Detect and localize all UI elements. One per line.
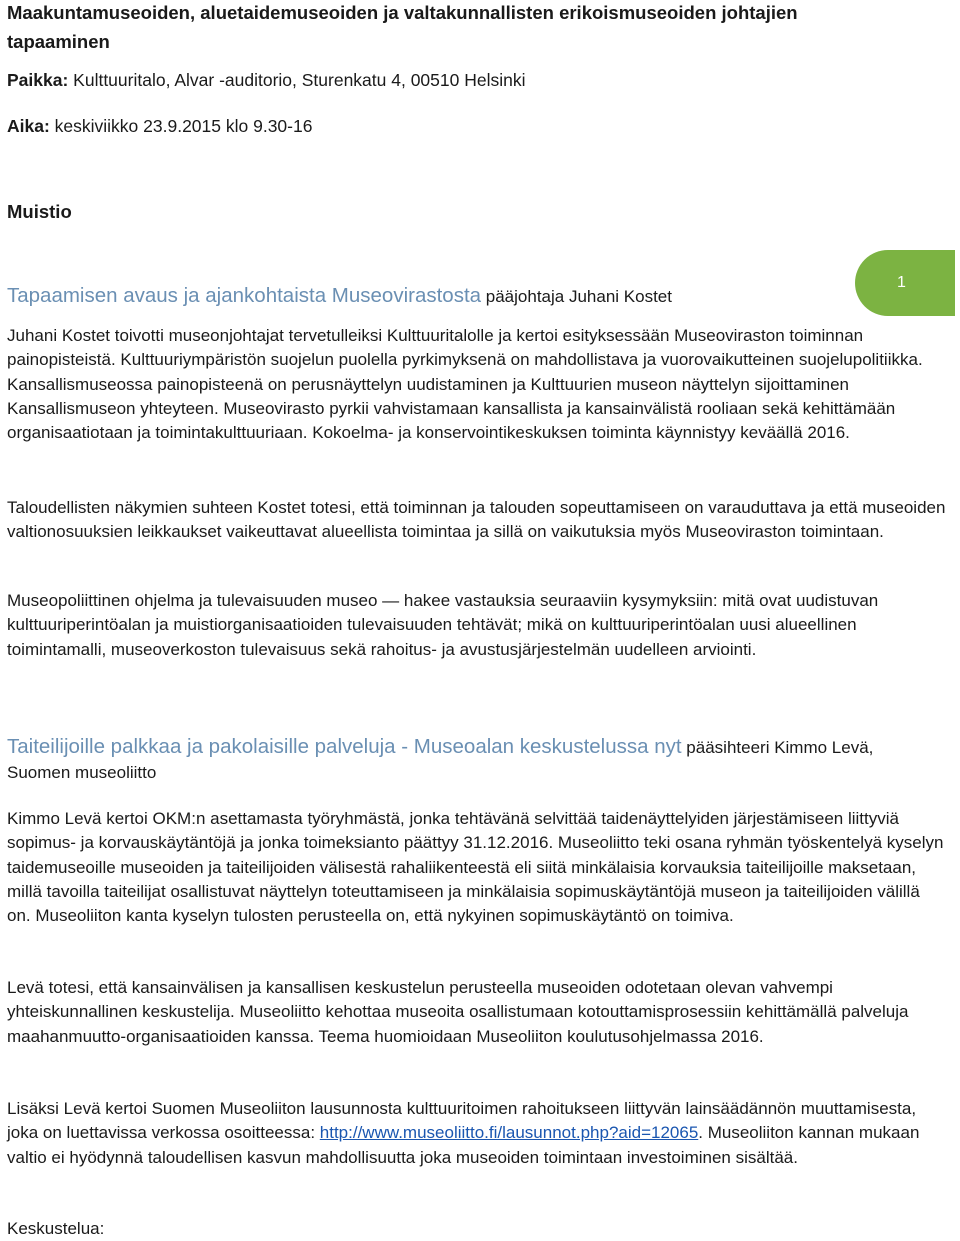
document-title: Maakuntamuseoiden, aluetaidemuseoiden ja valtakunnallisten erikoismuseoiden johtajien tapaaminen [7, 2, 798, 52]
section2-heading [7, 734, 907, 785]
section2-paragraph-3-text: Lisäksi Levä kertoi Suomen Museoliiton lausunnosta kulttuuritoimen rahoitukseen liittyvän lainsäädännön muuttamisesta, joka on luettavissa verkossa osoitteessa: [7, 1099, 917, 1143]
section1-paragraph-2: Taloudellisten näkymien suhteen Kostet totesi, että toiminnan ja talouden sopeuttamiseen on varauduttava ja että museoiden valtionosuuksien leikkaukset vaikeuttavat alueellista toimintaa ja sillä on vaikutuksia myös Museoviraston toimintaan. [7, 498, 946, 542]
section2-heading-title: Taiteilijoille palkkaa ja pakolaisille palveluja - Museoalan keskustelussa nyt [7, 735, 682, 758]
memo-heading: Muistio [7, 201, 72, 222]
place-label: Paikka: [7, 70, 69, 90]
place-line [7, 68, 526, 92]
discussion-heading: Keskustelua: [7, 1219, 105, 1238]
section1-paragraph-3: Museopoliittinen ohjelma ja tulevaisuuden museo — hakee vastauksia seuraaviin kysymyksiin: mitä ovat uudistuvan kulttuuriperintöalan ja muistiorganisaatioiden tulevaisuuden tehtävät; mikä on kulttuuriperintöalan uusi alueellinen toimintamalli, museoverkoston tulevaisuus sekä rahoitus- ja avustusjärjestelmän uudelleen arviointi. [7, 591, 879, 659]
page-number: 1 [897, 274, 906, 291]
section2-paragraph-2: Levä totesi, että kansainvälisen ja kansallisen keskustelun perusteella museoiden odotetaan olevan vahvempi yhteiskunnallinen keskustelija. Museoliitto kehottaa museoita osallistumaan kotouttamisprosessiin kehittämällä palveluja maahanmuutto-organisaatioiden kanssa. Teema huomioidaan Museoliiton koulutusohjelmassa 2016. [7, 978, 909, 1046]
time-line [7, 114, 312, 138]
time-value: keskiviikko 23.9.2015 klo 9.30-16 [49, 116, 313, 136]
section2-heading-speaker: pääsihteeri Kimmo Levä, Suomen museoliitto [7, 738, 874, 782]
place-value: Kulttuuritalo, Alvar -auditorio, Sturenkatu 4, 00510 Helsinki [68, 70, 526, 90]
section2-paragraph-3 [7, 1097, 947, 1170]
section1-heading-speaker: pääjohtaja Juhani Kostet [481, 287, 672, 306]
section2-paragraph-1: Kimmo Levä kertoi OKM:n asettamasta työryhmästä, jonka tehtävänä selvittää taidenäyttelyiden järjestämiseen liittyviä sopimus- ja korvauskäytäntöjä ja jonka toimeksianto päättyy 31.12.2016. Museoliitto teki osana ryhmän työskentelyä kyselyn taidemuseoille museoiden ja taiteilijoiden välisestä rahaliikenteestä eli siitä minkälaisia korvauksia taiteilijoille maksetaan, millä tavoilla taiteilijat osallistuvat näyttelyn toteuttamiseen ja minkälaisia sopimuskäytäntöjä museon ja taiteilijoiden välillä on. Museoliiton kanta kyselyn tulosten perusteella on, että nykyinen sopimuskäytäntö on toimiva. [7, 809, 944, 926]
section1-heading [7, 283, 907, 309]
section2-paragraph-3-tail: . Museoliiton kannan mukaan valtio ei hyödynnä taloudellisen kasvun mahdollisuutta joka museoiden toimintaan investoiminen sisältää. [7, 1123, 920, 1167]
time-label: Aika: [7, 116, 50, 136]
section1-paragraph-1: Juhani Kostet toivotti museonjohtajat tervetulleiksi Kulttuuritalolle ja kertoi esityksessään Museoviraston toiminnan painopisteistä. Kulttuuriympäristön suojelun puolella pyrkimyksenä on mahdollistava ja vuorovaikutteinen suojelupolitiikka. Kansallismuseossa painopisteenä on perusnäyttelyn uudistaminen ja Kulttuurien museon näyttelyn sijoittaminen Kansallismuseon yhteyteen. Museovirasto pyrkii vahvistamaan kansallista ja kansainvälistä rooliaan sekä kehittämään organisaatiotaan ja toimintakulttuuriaan. Kokoelma- ja konservointikeskuksen toiminta käynnistyy keväällä 2016. [7, 326, 923, 443]
section1-heading-title: Tapaamisen avaus ja ajankohtaista Museovirastosta [7, 284, 482, 307]
lausunto-link[interactable]: http://www.museoliitto.fi/lausunnot.php?aid=12065 [319, 1123, 699, 1143]
